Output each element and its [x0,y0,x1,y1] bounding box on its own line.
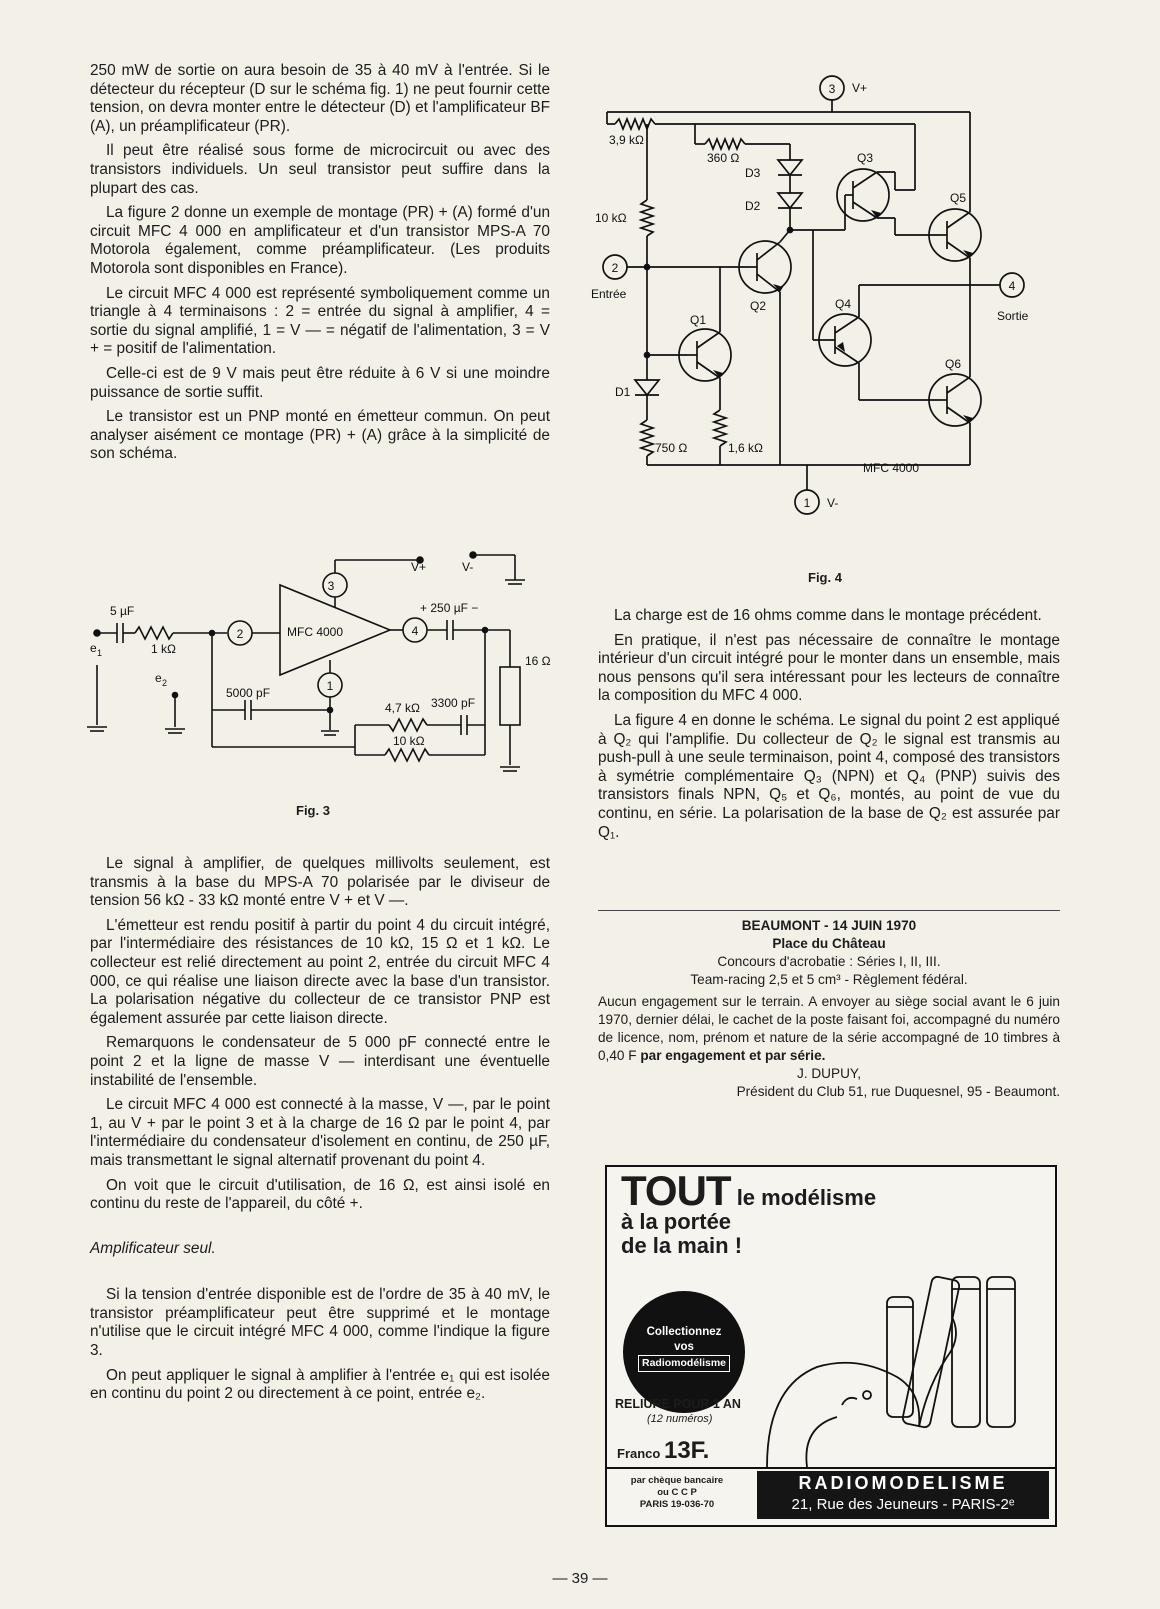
fig4-r360-label: 360 Ω [707,151,740,165]
paragraph: En pratique, il n'est pas nécessaire de connaître le montage intérieur d'un circuit intégré pour le monter dans un ensemble, mais nous pensons qu'il sera intéressant pour les lecteurs de connaître la composition du MFC 4 000. [598,631,1060,705]
paragraph: Le transistor est un PNP monté en émetteur commun. On peut analyser aisément ce montage (PR) + (A) grâce à la simplicité de son schéma. [90,408,550,463]
ad-circle-line1: Collectionnez [646,1326,722,1338]
fig3-e1-label: e [90,641,97,655]
fig3-load-label: 16 Ω [525,654,551,668]
fig4-r750-label: 750 Ω [655,441,688,455]
announcement [598,917,1060,1101]
ad-pay2: ou C C P [657,1487,697,1498]
paragraph: L'émetteur est rendu positif à partir du point 4 du circuit intégré, par l'intermédiaire des résistances de 10 kΩ, 15 Ω et 1 kΩ. Le collecteur est relié directement au point 2, entrée du circuit MFC 4 000, ce qui réalise une liaison directe avec la base d'un transistor. La polarisation négative du collecteur de ce transistor PNP est également assurée par cette liaison directe. [90,916,550,1027]
ad-pay1: par chèque bancaire [630,1475,724,1486]
fig3-c-out-label: + 250 µF − [420,601,479,615]
paragraph: 250 mW de sortie on aura besoin de 35 à 40 mV à l'entrée. Si le détecteur du récepteur (D sur le schéma fig. 1) ne peut fournir cette tension, on devra monter entre le détecteur (D) et l'amplificateur BF (A), un préamplificateur (PR). [90,62,550,135]
fig4-entree-label: Entrée [591,287,627,301]
left-column-top [90,62,550,470]
announcement-title: BEAUMONT - 14 JUIN 1970 [741,918,917,933]
fig4-chip-label: MFC 4000 [863,461,920,475]
paragraph: Il peut être réalisé sous forme de microcircuit ou avec des transistors individuels. Un seul transistor peut suffire dans la plupart des cas. [90,142,550,197]
announcement-body-bold: par engagement et par série. [640,1048,826,1063]
ad-franco: Franco [617,1446,661,1461]
announcement-body [598,993,1060,1065]
paragraph: On voit que le circuit d'utilisation, de 16 Ω, est ainsi isolé en continu du reste de l'appareil, du côté +. [90,1176,550,1213]
fig4-pin1: 1 [803,496,811,510]
figure-3-schematic [85,555,565,795]
page-number: — 39 — [552,1570,608,1587]
left-column-bottom [90,855,550,1410]
ad-payment [617,1475,737,1511]
fig3-e1-sub: 1 [97,648,103,658]
fig4-r10k-label: 10 kΩ [595,211,627,225]
announcement-line2: Team-racing 2,5 et 5 cm³ - Règlement fédéral. [690,972,968,987]
ad-tout: TOUT [621,1167,731,1214]
announcement-president: Président du Club 51, rue Duquesnel, 95 - Beaumont. [736,1084,1060,1099]
fig4-q5-label: Q5 [950,191,967,205]
fig4-pin4: 4 [1008,279,1016,293]
fig4-caption: Fig. 4 [808,570,842,585]
fig4-pin3: 3 [828,82,836,96]
ad-price-value: 13F. [663,1437,710,1464]
ad-line1: le modélisme [736,1185,877,1210]
fig4-sortie-label: Sortie [997,309,1029,323]
ad-price [617,1437,709,1465]
paragraph: Le circuit MFC 4 000 est représenté symboliquement comme un triangle à 4 terminaisons : 2 = entrée du signal à amplifier, 4 = sortie du signal amplifié, 1 = V — = négatif de l'alimentation, 3 = V + = positif de l'alimentation. [90,284,550,358]
ad-separator [607,1467,1055,1469]
paragraph: Le signal à amplifier, de quelques millivolts seulement, est transmis à la base du MPS-A 70 polarisée par le diviseur de tension 56 kΩ - 33 kΩ monté entre V + et V —. [90,855,550,910]
ad-badge [623,1291,745,1413]
right-column [598,607,1060,848]
announcement-body-text: Aucun engagement sur le terrain. A envoyer au siège social avant le 6 juin 1970, dernier délai, le cachet de la poste faisant foi, accompagné du numéro de licence, nom, prénom et nature de la série accompagné de 10 timbres à 0,40 F [598,994,1060,1063]
fig4-d3-label: D3 [745,166,761,180]
announcement-line1: Concours d'acrobatie : Séries I, II, III. [717,954,941,969]
fig3-e2-label: e [155,671,162,685]
fig3-r47-label: 4,7 kΩ [385,701,420,715]
paragraph: La figure 2 donne un exemple de montage (PR) + (A) formé d'un circuit MFC 4 000 en amplificateur et d'un transistor MPS-A 70 Motorola également, comme préamplificateur. (Les produits Motorola sont disponibles en France). [90,204,550,277]
divider [598,910,1060,911]
announcement-signature: J. DUPUY, [797,1066,861,1081]
paragraph: Si la tension d'entrée disponible est de l'ordre de 35 à 40 mV, le transistor préamplificateur peut être supprimé et le montage n'utilise que le circuit intégré MFC 4 000, comme l'indique la figure 3. [90,1286,550,1360]
fig3-r-in-label: 1 kΩ [151,642,176,656]
fig3-vplus-label: V+ [411,560,427,574]
ad-line3: de la main ! [621,1233,743,1258]
ad-brand: RADIOMODELISME [798,1473,1008,1493]
fig3-r10-label: 10 kΩ [393,734,425,748]
figure-4-schematic [591,70,1065,540]
paragraph: On peut appliquer le signal à amplifier à l'entrée e₁ qui est isolée en continu du point 2 ou directement à ce point, entrée e₂. [90,1366,550,1403]
fig3-vminus-label: V- [462,560,474,574]
fig4-q4-label: Q4 [835,297,852,311]
fig3-pin1: 1 [326,679,334,693]
fig4-d2-label: D2 [745,199,761,213]
fig4-r39-label: 3,9 kΩ [609,133,644,147]
paragraph: Celle-ci est de 9 V mais peut être réduite à 6 V si une moindre puissance de sortie suffit. [90,364,550,401]
ad-brand-band [757,1471,1049,1519]
paragraph: La charge est de 16 ohms comme dans le montage précédent. [614,607,1042,624]
fig4-d1-label: D1 [615,385,631,399]
fig3-c3300-label: 3300 pF [431,696,476,710]
fig4-vminus-label: V- [827,496,839,510]
fig4-r16k-label: 1,6 kΩ [728,441,763,455]
ad-address: 21, Rue des Jeuneurs - PARIS-2ᵉ [791,1496,1015,1513]
ad-headline [621,1167,877,1258]
ad-circle-line2: vos [674,1341,694,1353]
fig3-e2-sub: 2 [162,678,168,688]
fig4-vplus-label: V+ [852,81,868,95]
advertisement [605,1165,1057,1527]
ad-circle-line3: Radiomodélisme [638,1355,730,1372]
paragraph: La figure 4 en donne le schéma. Le signal du point 2 est appliqué à Q₂ qui l'amplifie. Du collecteur de Q₂ le signal est transmis au push-pull à une seule terminaison, point 4, composé des transistors à symétrie complémentaire Q₃ (NPN) et Q₄ (PNP) suivis des transistors finals NPN, Q₅ et Q₆, montés, au point de vue du continu, en série. La polarisation de la base de Q₂ est assurée par Q₁. [598,711,1060,841]
fig3-c-in-label: 5 µF [110,604,135,618]
paragraph: Le circuit MFC 4 000 est connecté à la masse, V —, par le point 1, au V + par le point 3 et à la charge de 16 Ω par le point 4, par l'intermédiaire du condensateur d'isolement en continu, de 250 µF, mais transmettant le signal alternatif provenant du point 4. [90,1096,550,1169]
announcement-place: Place du Château [772,936,886,951]
fig4-q3-label: Q3 [857,151,874,165]
ad-pay3: PARIS 19-036-70 [639,1499,715,1510]
ad-line2: à la portée [621,1209,732,1234]
fig3-chip-label: MFC 4000 [287,625,344,639]
ad-reliure: RELIURE POUR 1 AN [615,1397,741,1411]
fig4-q6-label: Q6 [945,357,962,371]
fig4-q2-label: Q2 [750,299,767,313]
fig3-pin3: 3 [327,579,335,593]
ad-illustration [747,1267,1047,1467]
fig3-pin2: 2 [236,627,244,641]
fig3-pin4: 4 [411,624,419,638]
ad-reliure-sub: (12 numéros) [647,1413,713,1425]
subheading: Amplificateur seul. [90,1239,216,1257]
fig4-q1-label: Q1 [690,313,707,327]
fig3-caption: Fig. 3 [296,803,330,818]
fig3-c-stab-label: 5000 pF [226,686,271,700]
fig4-pin2: 2 [611,261,619,275]
paragraph: Remarquons le condensateur de 5 000 pF connecté entre le point 2 et la ligne de masse V — interdisant une éventuelle instabilité de l'ensemble. [90,1034,550,1089]
